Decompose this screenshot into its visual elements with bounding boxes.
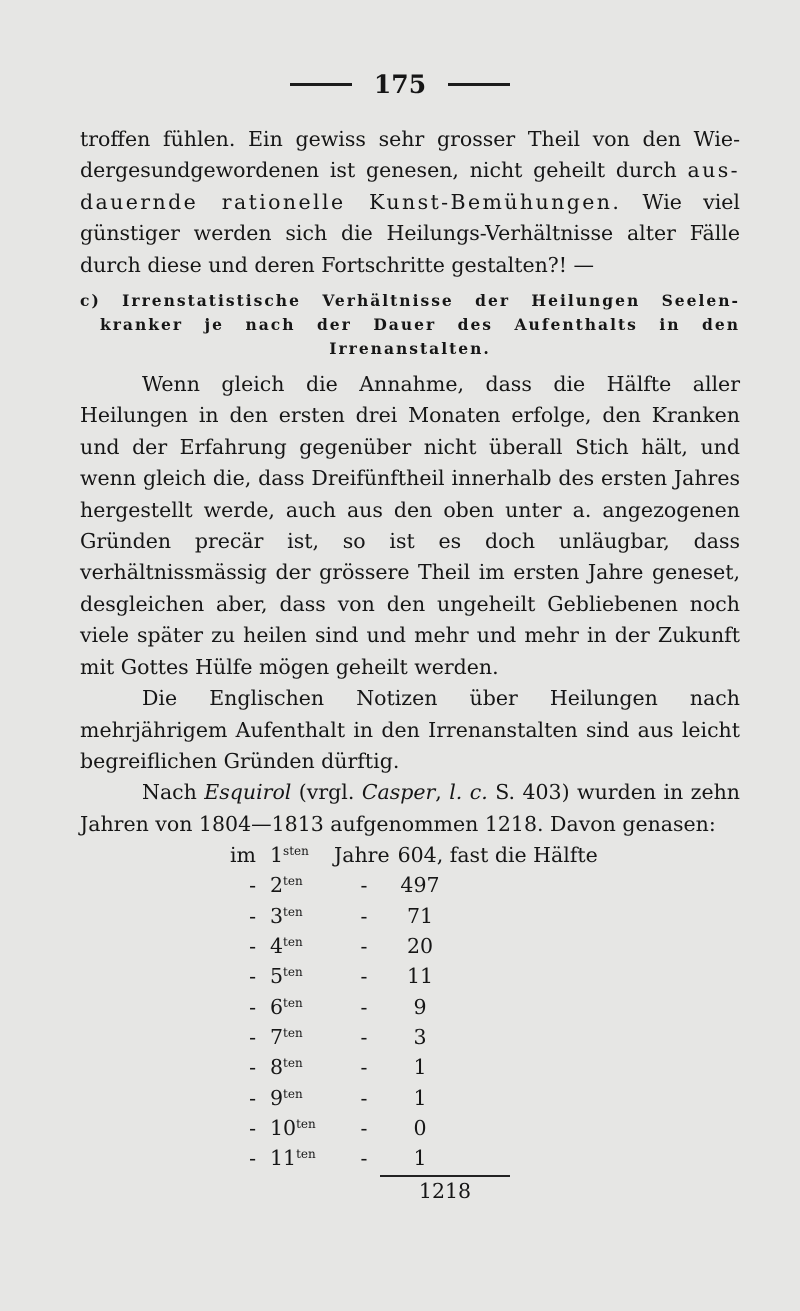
row-dash-mid: - xyxy=(360,934,368,959)
row-ordinal: $2^{ten}$ xyxy=(270,873,303,898)
row-ordinal: $11^{ten}$ xyxy=(270,1146,316,1171)
section-heading xyxy=(80,289,740,361)
row-value: 3 xyxy=(413,1024,427,1049)
row-ordinal: $3^{ten}$ xyxy=(270,903,303,928)
row-dash: - xyxy=(249,964,256,989)
table-row xyxy=(80,1052,740,1082)
page-header xyxy=(0,70,800,99)
row-value: 1 xyxy=(413,1146,427,1171)
table-row xyxy=(80,1143,740,1173)
row-dash: - xyxy=(249,903,256,928)
row-value: 1 xyxy=(413,1055,427,1080)
table-row xyxy=(80,992,740,1022)
para1-spaced-2: dauernde rationelle Kunst-Bemühungen. xyxy=(80,189,622,214)
header-rule-right xyxy=(448,83,510,86)
row-dash-mid: - xyxy=(360,994,368,1019)
row-dash-mid: - xyxy=(360,903,368,928)
table-row xyxy=(80,931,740,961)
row-dash-mid: - xyxy=(360,964,368,989)
row-ordinal: $9^{ten}$ xyxy=(270,1085,303,1110)
row-dash: - xyxy=(249,1085,256,1110)
row-value: 11 xyxy=(406,964,434,989)
section-heading-line-3: Irrenanstalten. xyxy=(329,339,491,359)
row-value: 1 xyxy=(413,1085,427,1110)
row-dash: - xyxy=(249,934,256,959)
table-row xyxy=(80,901,740,931)
paragraph-2: Wenn gleich die Annahme, dass die Hälfte aller Heilungen in den ersten drei Monaten erfolge, den Kranken und der Erfahrung gegenüber nicht überall Stich hält, und wenn gleich die, dass Dreifünftheil innerhalb des ersten Jahres hergestellt werde, auch aus den oben unter a. angezogenen Gründen precär ist, so ist es doch unläugbar, dass verhältnissmässig der grössere Theil im ersten Jahre geneset, desgleichen aber, dass von den ungeheilt Gebliebenen noch viele später zu heilen sind und mehr und mehr in der Zukunft mit Gottes Hülfe mögen geheilt werden. xyxy=(80,372,740,679)
para1-spaced-1: aus- xyxy=(687,158,740,183)
para4-text-1: Nach xyxy=(142,780,205,805)
page-number: 175 xyxy=(373,70,427,99)
page-body xyxy=(80,124,740,1205)
para1-line-3: viel günstiger werden sich die Heilungs-Verhältnisse alter xyxy=(80,189,740,246)
table-row xyxy=(80,1022,740,1052)
row-ordinal: $6^{ten}$ xyxy=(270,994,303,1019)
table-row-first xyxy=(80,840,740,870)
row-ordinal: $8^{ten}$ xyxy=(270,1055,303,1080)
para4-text-2: (vrgl. xyxy=(291,780,362,805)
table-row xyxy=(80,870,740,900)
table-word: Jahre xyxy=(334,843,390,868)
table-prefix: im xyxy=(230,843,256,868)
table-total: 1218 xyxy=(418,1178,472,1203)
row-value: 20 xyxy=(406,934,434,959)
para4-text-3: , xyxy=(435,780,450,805)
table-row xyxy=(80,1083,740,1113)
row-value: 9 xyxy=(413,994,427,1019)
author-casper: Casper xyxy=(361,780,436,805)
row-ordinal: $7^{ten}$ xyxy=(270,1024,303,1049)
para1-line-1: troffen fühlen. Ein gewiss sehr grosser Theil von den Wie- xyxy=(80,127,740,151)
row-value: 497 xyxy=(400,873,440,898)
author-esquirol: Esquirol xyxy=(204,780,292,805)
table-note: , fast die Hälfte xyxy=(436,843,598,868)
row-value: 71 xyxy=(406,903,434,928)
row-dash-mid: - xyxy=(360,1055,368,1080)
row-dash-mid: - xyxy=(360,1115,368,1140)
table-ordinal: $1^{sten}$ xyxy=(270,843,309,868)
section-heading-line-1: c) Irrenstatistische Verhältnisse der Heilungen Seelen- xyxy=(80,291,740,311)
healing-table xyxy=(80,840,740,1205)
row-dash: - xyxy=(249,873,256,898)
row-ordinal: $5^{ten}$ xyxy=(270,964,303,989)
paragraph-1 xyxy=(80,124,740,281)
para4-text-4: S. 403) wurden in zehn Jahren von 1804—1813 aufgenommen 1218. Davon genasen: xyxy=(80,780,740,836)
row-dash: - xyxy=(249,994,256,1019)
table-value: 604 xyxy=(397,843,437,868)
reference-lc: l. c. xyxy=(449,780,488,805)
row-dash-mid: - xyxy=(360,1085,368,1110)
para1-line-4: Fälle durch diese und deren Fortschritte gestalten?! — xyxy=(80,221,740,277)
row-ordinal: $10^{ten}$ xyxy=(270,1115,316,1140)
paragraph-4 xyxy=(80,777,740,840)
row-dash: - xyxy=(249,1024,256,1049)
para1-after-spaced: Wie xyxy=(621,189,682,214)
row-dash: - xyxy=(249,1115,256,1140)
row-ordinal: $4^{ten}$ xyxy=(270,934,303,959)
row-value: 0 xyxy=(413,1115,427,1140)
header-rule-left xyxy=(290,83,352,86)
row-dash-mid: - xyxy=(360,1024,368,1049)
row-dash-mid: - xyxy=(360,873,368,898)
row-dash: - xyxy=(249,1055,256,1080)
paragraph-3: Die Englischen Notizen über Heilungen nach mehrjährigem Aufenthalt in den Irrenanstalten sind aus leicht begreiflichen Gründen dürftig. xyxy=(80,686,740,773)
row-dash-mid: - xyxy=(360,1146,368,1171)
section-heading-line-2: kranker je nach der Dauer des Aufenthalts in den xyxy=(100,315,740,335)
table-row xyxy=(80,961,740,991)
para1-line-2: dergesundgewordenen ist genesen, nicht geheilt durch xyxy=(80,158,677,183)
row-dash: - xyxy=(249,1146,256,1171)
table-row xyxy=(80,1113,740,1143)
